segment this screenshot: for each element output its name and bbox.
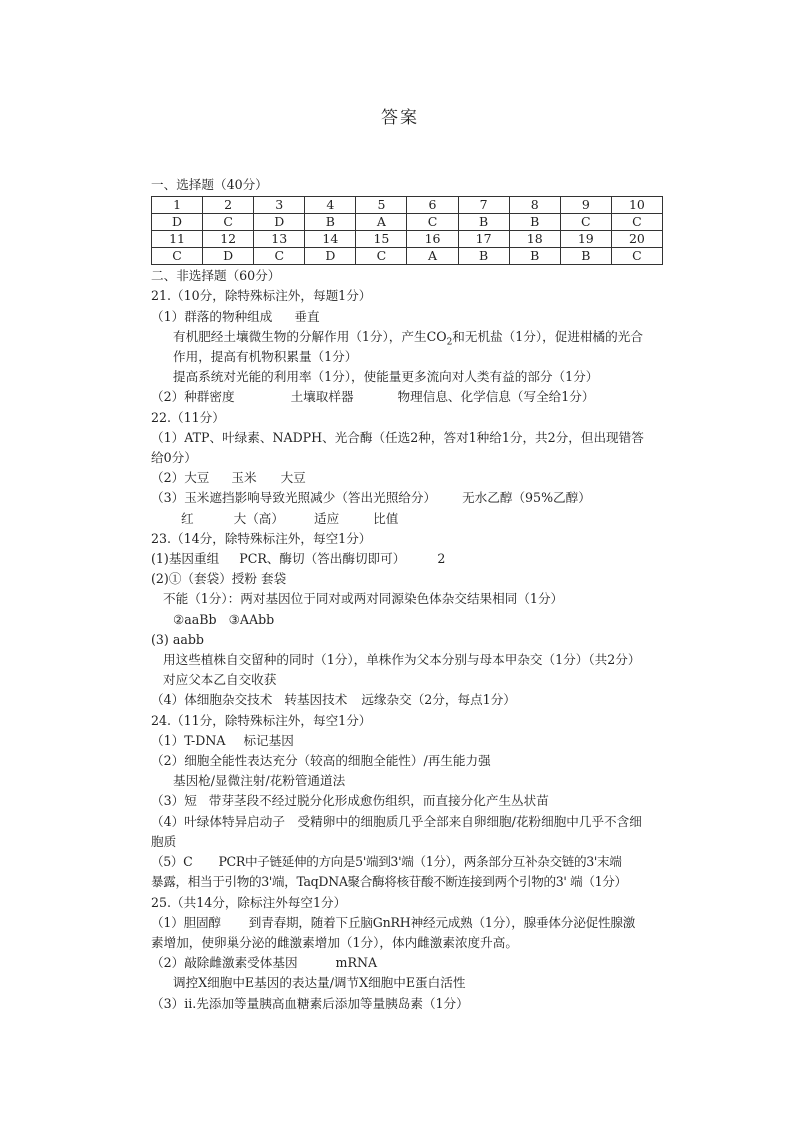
answer-table-cell: D bbox=[152, 214, 203, 231]
answer-content bbox=[151, 175, 671, 1014]
answer-table-cell: 17 bbox=[458, 231, 509, 248]
q21-l2sub: 2 bbox=[446, 337, 453, 348]
answer-table-cell: C bbox=[560, 214, 611, 231]
q22-line bbox=[151, 468, 671, 488]
q21-l5a: （2）种群密度 bbox=[151, 389, 235, 405]
q23-line bbox=[151, 610, 671, 630]
q23-heading: 23.（14分，除特殊标注外，每空1分） bbox=[151, 530, 372, 546]
answer-table-cell: D bbox=[254, 214, 305, 231]
q23-l8c: 远缘杂交（2分，每点1分） bbox=[361, 692, 516, 708]
q24-l3: 基因枪/显微注射/花粉管通道法 bbox=[173, 773, 346, 789]
q23-line bbox=[151, 549, 671, 569]
q23-line bbox=[151, 690, 671, 710]
q25-l1a: （1）胆固醇 bbox=[151, 914, 221, 930]
q25-l5: （3）ⅱ.先添加等量胰高血糖素后添加等量胰岛素（1分） bbox=[151, 995, 469, 1011]
q21-l2b: 和无机盐（1分），促进柑橘的光合 bbox=[452, 328, 643, 344]
answer-table-cell: 13 bbox=[254, 231, 305, 248]
q24-line bbox=[151, 731, 671, 751]
q22-l5d: 比值 bbox=[373, 510, 399, 526]
answer-table-cell: D bbox=[305, 248, 356, 265]
answer-table-cell: B bbox=[305, 214, 356, 231]
q21-line bbox=[151, 387, 671, 407]
answer-table-cell: 20 bbox=[611, 231, 662, 248]
q25-l4: 调控X细胞中E基因的表达量/调节X细胞中E蛋白活性 bbox=[173, 975, 466, 991]
q22-l3b: 玉米 bbox=[231, 470, 257, 486]
q25-line bbox=[151, 913, 671, 933]
answer-table-cell: 18 bbox=[509, 231, 560, 248]
q23-l5: (3) aabb bbox=[151, 631, 204, 647]
q22-line bbox=[151, 509, 671, 529]
q24-l1a: （1）T-DNA bbox=[151, 732, 226, 748]
q23-l8a: （4）体细胞杂交技术 bbox=[151, 692, 273, 708]
answer-table-cell: 4 bbox=[305, 197, 356, 214]
q21-l4: 提高系统对光能的利用率（1分），使能量更多流向对人类有益的部分（1分） bbox=[173, 369, 599, 385]
q22-line bbox=[151, 488, 671, 508]
answer-table-cell: B bbox=[509, 248, 560, 265]
answer-table-cell: 3 bbox=[254, 197, 305, 214]
q22-l1: （1）ATP、叶绿素、NADPH、光合酶（任选2种，答对1种给1分，共2分，但出现错答 bbox=[151, 429, 644, 445]
q22-l3c: 大豆 bbox=[280, 470, 306, 486]
q21-l2a: 有机肥经土壤微生物的分解作用（1分），产生CO bbox=[173, 328, 447, 344]
q24-line bbox=[151, 852, 671, 872]
q22-l4a: （3）玉米遮挡影响导致光照减少（答出光照给分） bbox=[151, 490, 437, 506]
answer-table-cell: B bbox=[458, 248, 509, 265]
answer-table-cell: 11 bbox=[152, 231, 203, 248]
q21-l5c: 物理信息、化学信息（写全给1分） bbox=[397, 389, 595, 405]
answer-table-cell: 15 bbox=[356, 231, 407, 248]
q23-l4b: ③AAbb bbox=[228, 611, 275, 627]
q25-l3b: mRNA bbox=[335, 955, 378, 971]
q21-l1b: 垂直 bbox=[294, 308, 320, 324]
q22-l2: 给0分） bbox=[151, 450, 197, 466]
q22-heading: 22.（11分） bbox=[151, 409, 225, 425]
answer-table-cell: 5 bbox=[356, 197, 407, 214]
answer-table-cell: C bbox=[356, 248, 407, 265]
q24-l7b: PCR中子链延伸的方向是5'端到3'端（1分），两条部分互补杂交链的3'末端 bbox=[218, 854, 622, 870]
answer-table-row bbox=[152, 231, 663, 248]
answer-table bbox=[151, 196, 663, 265]
q23-l7: 对应父本乙自交收获 bbox=[163, 672, 277, 688]
q24-l2: （2）细胞全能性表达充分（较高的细胞全能性）/再生能力强 bbox=[151, 753, 491, 769]
answer-table-cell: 14 bbox=[305, 231, 356, 248]
answer-table-cell: C bbox=[152, 248, 203, 265]
answer-table-cell: 16 bbox=[407, 231, 458, 248]
q24-l4b: 带芽茎段不经过脱分化形成愈伤组织，而直接分化产生丛状苗 bbox=[208, 793, 549, 809]
section2-heading: 二、非选择题（60分） bbox=[151, 268, 281, 284]
answer-table-cell: 9 bbox=[560, 197, 611, 214]
q22-l4b: 无水乙醇（95%乙醇） bbox=[462, 490, 591, 506]
q23-l8b: 转基因技术 bbox=[284, 692, 348, 708]
q21-line bbox=[151, 307, 671, 327]
section1-heading: 一、选择题（40分） bbox=[151, 177, 268, 192]
q23-l1b: PCR、酶切（答出酶切即可） bbox=[239, 551, 406, 567]
q25-heading: 25.（共14分，除标注外每空1分） bbox=[151, 894, 347, 910]
q23-l4a: ②aaBb bbox=[173, 611, 217, 627]
q21-l3: 作用，提高有机物积累量（1分） bbox=[173, 349, 358, 365]
q25-l1b: 到青春期，随着下丘脑GnRH神经元成熟（1分），腺垂体分泌促性腺激 bbox=[248, 914, 636, 930]
answer-table-row bbox=[152, 214, 663, 231]
q23-l2: (2)①（套袋）授粉 套袋 bbox=[151, 571, 287, 587]
answer-table-cell: B bbox=[509, 214, 560, 231]
answer-table-cell: 19 bbox=[560, 231, 611, 248]
answer-table-cell: B bbox=[458, 214, 509, 231]
q24-heading: 24.（11分，除特殊标注外，每空1分） bbox=[151, 712, 372, 728]
q24-l4a: （3）短 bbox=[151, 793, 197, 809]
q22-l5c: 适应 bbox=[313, 510, 340, 526]
q22-l5b: 大（高） bbox=[233, 510, 284, 526]
q24-l6: 胞质 bbox=[151, 833, 177, 849]
answer-table-cell: 1 bbox=[152, 197, 203, 214]
answer-table-cell: 2 bbox=[203, 197, 254, 214]
answer-table-cell: 8 bbox=[509, 197, 560, 214]
answer-table-row bbox=[152, 197, 663, 214]
q23-l1c: 2 bbox=[437, 551, 446, 567]
q24-l5: （4）叶绿体特异启动子 受精卵中的细胞质几乎全部来自卵细胞/花粉细胞中几乎不含细 bbox=[151, 813, 642, 829]
q24-l7a: （5）C bbox=[151, 854, 193, 870]
q24-l1b: 标记基因 bbox=[243, 732, 294, 748]
q21-line bbox=[151, 327, 671, 347]
q23-l1a: (1)基因重组 bbox=[151, 551, 220, 567]
q24-line bbox=[151, 791, 671, 811]
answer-table-cell: 12 bbox=[203, 231, 254, 248]
page-title: 答案 bbox=[381, 108, 419, 128]
answer-table-cell: C bbox=[254, 248, 305, 265]
answer-table-cell: C bbox=[203, 214, 254, 231]
answer-table-cell: C bbox=[611, 214, 662, 231]
q21-l5b: 土壤取样器 bbox=[290, 389, 354, 405]
q25-line bbox=[151, 953, 671, 973]
q21-heading: 21.（10分，除特殊标注外，每题1分） bbox=[151, 288, 372, 304]
answer-table-cell: D bbox=[203, 248, 254, 265]
answer-table-cell: 6 bbox=[407, 197, 458, 214]
answer-table-cell: A bbox=[407, 248, 458, 265]
answer-table-cell: B bbox=[560, 248, 611, 265]
answer-table-cell: 10 bbox=[611, 197, 662, 214]
q25-l2: 素增加，使卵巢分泌的雌激素增加（1分），体内雌激素浓度升高。 bbox=[151, 934, 518, 950]
q24-l8: 暴露，相当于引物的3'端，TaqDNA聚合酶将核苷酸不断连接到两个引物的3' 端（1分） bbox=[151, 874, 627, 890]
answer-table-cell: C bbox=[611, 248, 662, 265]
answer-table-row bbox=[152, 248, 663, 265]
answer-table-cell: 7 bbox=[458, 197, 509, 214]
q21-l1a: （1）群落的物种组成 bbox=[151, 308, 273, 324]
answer-table-cell: A bbox=[356, 214, 407, 231]
q22-l3a: （2）大豆 bbox=[151, 470, 210, 486]
q22-l5a: 红 bbox=[181, 510, 194, 526]
answer-table-cell: C bbox=[407, 214, 458, 231]
q23-l3: 不能（1分）：两对基因位于同对或两对同源染色体杂交结果相同（1分） bbox=[163, 591, 564, 607]
q25-l3a: （2）敲除雌激素受体基因 bbox=[151, 955, 298, 971]
q23-l6: 用这些植株自交留种的同时（1分），单株作为父本分别与母本甲杂交（1分）（共2分） bbox=[163, 652, 641, 668]
